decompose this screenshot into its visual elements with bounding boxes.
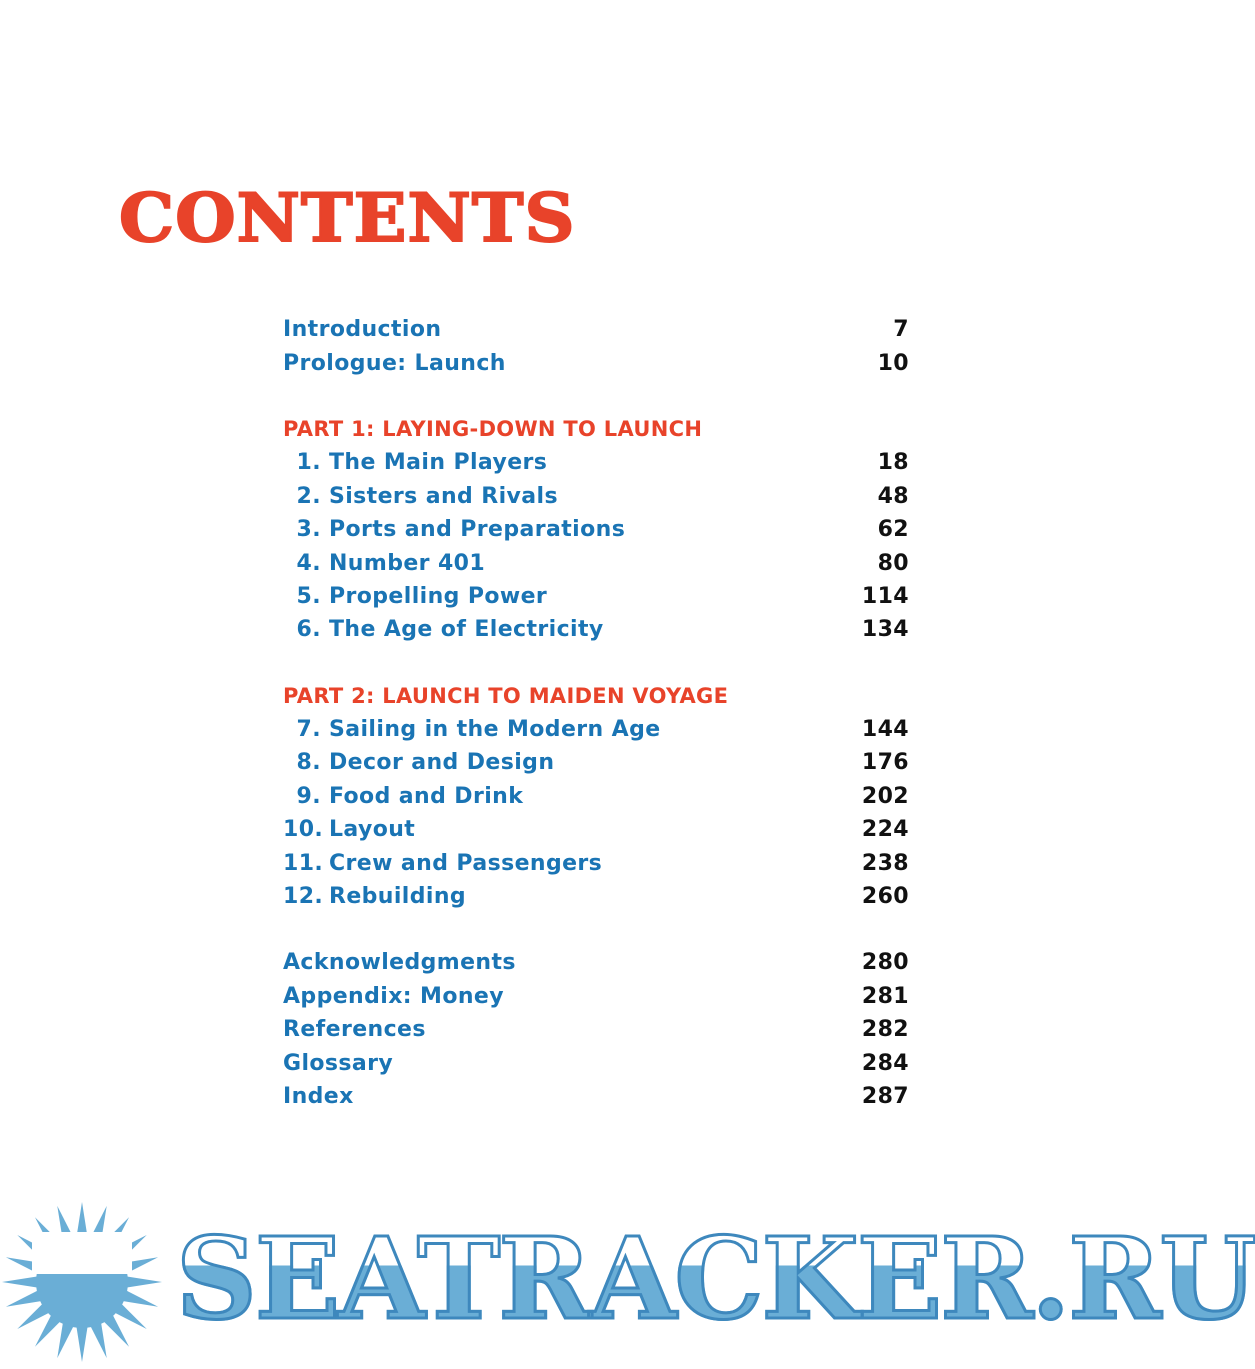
toc-chapter-9[interactable] [283,780,909,813]
part-1-heading: PART 1: LAYING-DOWN TO LAUNCH [283,417,703,442]
chapter-title: Food and Drink [329,783,524,809]
chapter-page: 144 [861,717,909,743]
toc-chapter-3[interactable] [283,513,909,546]
chapter-number: 8. [296,750,321,776]
sun-icon [2,1202,162,1362]
toc-chapter-4[interactable] [283,546,909,579]
toc-entry-label: Prologue: Launch [283,350,506,376]
chapter-number: 5. [296,583,321,609]
chapter-page: 260 [861,884,909,910]
table-of-contents [283,313,909,1113]
toc-entry-index[interactable] [283,1080,909,1113]
toc-chapter-6[interactable] [283,613,909,646]
part-2-heading: PART 2: LAUNCH TO MAIDEN VOYAGE [283,684,729,709]
chapter-number: 12. [283,884,324,910]
chapter-number: 2. [296,483,321,509]
chapter-title: Rebuilding [329,884,467,910]
chapter-number: 3. [296,517,321,543]
toc-entry-label: References [283,1017,426,1043]
toc-entry-page: 280 [861,950,909,976]
toc-entry-page: 284 [861,1050,909,1076]
toc-chapter-7[interactable] [283,713,909,746]
chapter-title: Propelling Power [329,583,548,609]
toc-chapter-10[interactable] [283,813,909,846]
toc-entry-appendix[interactable] [283,980,909,1013]
chapter-page: 224 [861,817,909,843]
toc-entry-prologue[interactable] [283,346,909,379]
chapter-page: 18 [877,450,909,476]
chapter-title: Sailing in the Modern Age [329,717,661,743]
toc-entry-page: 287 [861,1084,909,1109]
chapter-number: 1. [296,450,321,476]
toc-entry-label: Glossary [283,1050,394,1076]
toc-entry-label: Index [283,1084,354,1109]
toc-entry-acknowledgments[interactable] [283,946,909,979]
chapter-page: 134 [861,617,909,643]
toc-entry-page: 282 [861,1017,909,1043]
chapter-title: Layout [329,817,416,843]
chapter-page: 176 [861,750,909,776]
toc-chapter-8[interactable] [283,746,909,779]
chapter-number: 10. [283,817,324,843]
toc-entry-introduction[interactable] [283,313,909,346]
toc-chapter-5[interactable] [283,580,909,613]
toc-entry-references[interactable] [283,1013,909,1046]
toc-chapter-1[interactable] [283,446,909,479]
toc-chapter-11[interactable] [283,846,909,879]
chapter-title: Crew and Passengers [329,850,603,876]
chapter-number: 6. [296,617,321,643]
chapter-number: 7. [296,717,321,743]
chapter-title: The Main Players [329,450,548,476]
toc-entry-glossary[interactable] [283,1046,909,1079]
chapter-page: 62 [877,517,909,543]
chapter-title: The Age of Electricity [329,617,604,643]
chapter-page: 80 [877,550,909,576]
toc-entry-label: Appendix: Money [283,983,504,1009]
toc-entry-page: 281 [861,983,909,1009]
chapter-title: Sisters and Rivals [329,483,558,509]
page-title: CONTENTS [119,179,576,257]
chapter-number: 11. [283,850,324,876]
toc-entry-page: 7 [893,317,909,343]
chapter-page: 114 [861,583,909,609]
chapter-title: Ports and Preparations [329,517,626,543]
toc-entry-page: 10 [877,350,909,376]
toc-chapter-2[interactable] [283,480,909,513]
chapter-page: 202 [861,783,909,809]
watermark-text: SEATRACKER.RU [176,1214,1255,1345]
chapter-number: 9. [296,783,321,809]
chapter-page: 238 [861,850,909,876]
chapter-title: Decor and Design [329,750,555,776]
chapter-page: 48 [877,483,909,509]
chapter-number: 4. [296,550,321,576]
toc-entry-label: Acknowledgments [283,950,516,976]
toc-entry-label: Introduction [283,317,442,343]
chapter-title: Number 401 [329,550,486,576]
toc-chapter-12[interactable] [283,880,909,913]
